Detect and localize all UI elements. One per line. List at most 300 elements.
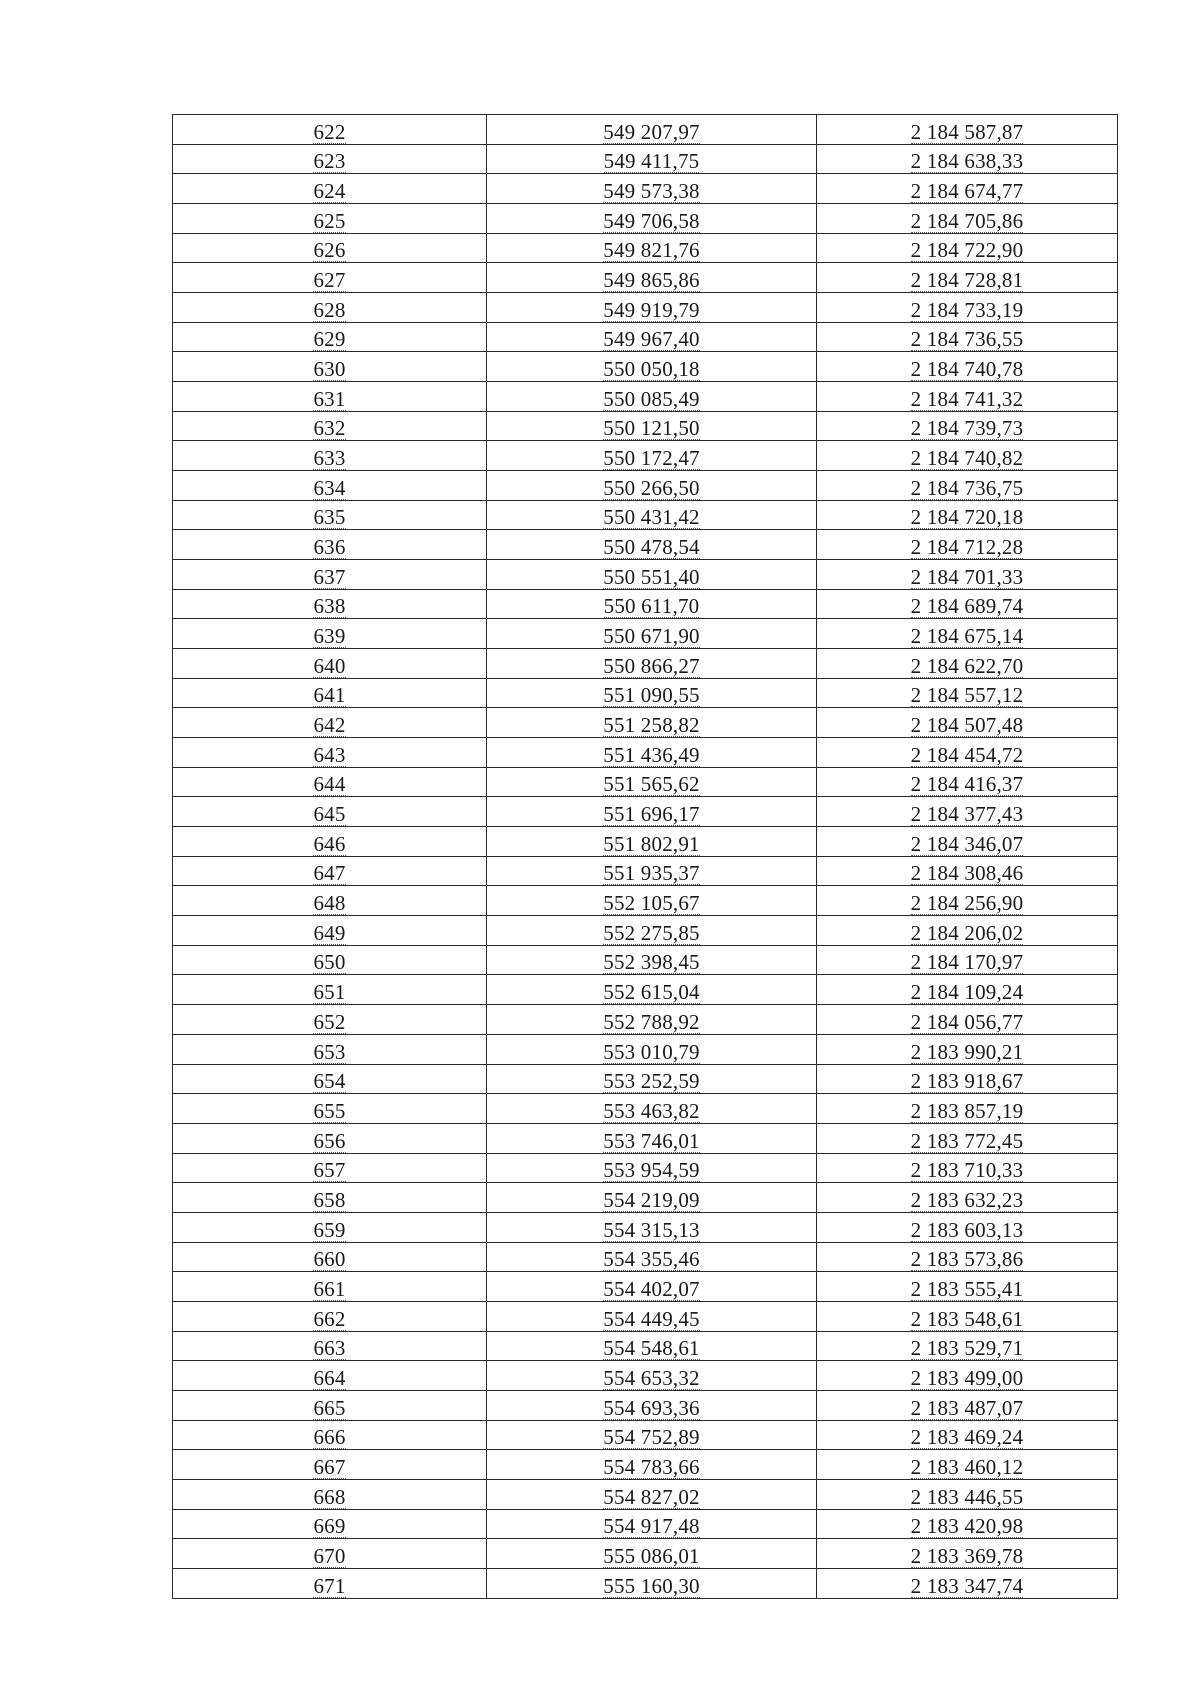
table-row: [173, 1420, 1118, 1450]
point-number-cell: [173, 1450, 487, 1480]
y-coordinate-cell: [817, 471, 1118, 501]
x-coordinate-cell: [487, 589, 817, 619]
cell-text: 553 954,59: [603, 1158, 700, 1183]
cell-text: 2 184 170,97: [910, 950, 1024, 975]
x-coordinate-cell: [487, 945, 817, 975]
cell-text: 2 184 739,73: [910, 416, 1024, 441]
cell-text: 2 183 990,21: [910, 1039, 1024, 1064]
point-number-cell: [173, 411, 487, 441]
table-row: [173, 738, 1118, 768]
x-coordinate-cell: [487, 144, 817, 174]
cell-text: 666: [313, 1425, 346, 1450]
cell-text: 550 478,54: [603, 535, 700, 560]
point-number-cell: [173, 530, 487, 560]
x-coordinate-cell: [487, 797, 817, 827]
point-number-cell: [173, 827, 487, 857]
point-number-cell: [173, 916, 487, 946]
point-number-cell: [173, 1539, 487, 1569]
point-number-cell: [173, 1390, 487, 1420]
cell-text: 669: [313, 1514, 346, 1539]
table-row: [173, 1479, 1118, 1509]
table-row: [173, 352, 1118, 382]
y-coordinate-cell: [817, 1361, 1118, 1391]
cell-text: 552 105,67: [603, 891, 700, 916]
cell-text: 2 184 377,43: [910, 802, 1024, 827]
cell-text: 652: [313, 1009, 346, 1034]
point-number-cell: [173, 1123, 487, 1153]
cell-text: 2 184 705,86: [910, 208, 1024, 233]
cell-text: 2 184 674,77: [910, 179, 1024, 204]
cell-text: 2 184 740,78: [910, 357, 1024, 382]
y-coordinate-cell: [817, 1539, 1118, 1569]
cell-text: 2 184 722,90: [910, 238, 1024, 263]
x-coordinate-cell: [487, 738, 817, 768]
cell-text: 665: [313, 1395, 346, 1420]
x-coordinate-cell: [487, 1568, 817, 1598]
cell-text: 2 183 499,00: [910, 1365, 1024, 1390]
y-coordinate-cell: [817, 678, 1118, 708]
x-coordinate-cell: [487, 530, 817, 560]
x-coordinate-cell: [487, 1005, 817, 1035]
x-coordinate-cell: [487, 649, 817, 679]
table-row: [173, 856, 1118, 886]
y-coordinate-cell: [817, 352, 1118, 382]
cell-text: 550 121,50: [603, 416, 700, 441]
point-number-cell: [173, 471, 487, 501]
cell-text: 627: [313, 268, 346, 293]
cell-text: 2 184 689,74: [910, 594, 1024, 619]
point-number-cell: [173, 1212, 487, 1242]
cell-text: 635: [313, 505, 346, 530]
cell-text: 655: [313, 1098, 346, 1123]
cell-text: 552 788,92: [603, 1009, 700, 1034]
cell-text: 2 183 772,45: [910, 1128, 1024, 1153]
cell-text: 549 821,76: [603, 238, 700, 263]
table-row: [173, 649, 1118, 679]
x-coordinate-cell: [487, 1539, 817, 1569]
cell-text: 650: [313, 950, 346, 975]
y-coordinate-cell: [817, 263, 1118, 293]
cell-text: 550 085,49: [603, 386, 700, 411]
x-coordinate-cell: [487, 1331, 817, 1361]
y-coordinate-cell: [817, 767, 1118, 797]
table-row: [173, 471, 1118, 501]
cell-text: 622: [313, 119, 346, 144]
x-coordinate-cell: [487, 886, 817, 916]
x-coordinate-cell: [487, 352, 817, 382]
table-row: [173, 1183, 1118, 1213]
table-row: [173, 441, 1118, 471]
cell-text: 663: [313, 1336, 346, 1361]
point-number-cell: [173, 619, 487, 649]
y-coordinate-cell: [817, 411, 1118, 441]
cell-text: 551 935,37: [603, 861, 700, 886]
cell-text: 554 752,89: [603, 1425, 700, 1450]
cell-text: 653: [313, 1039, 346, 1064]
y-coordinate-cell: [817, 1212, 1118, 1242]
x-coordinate-cell: [487, 1064, 817, 1094]
x-coordinate-cell: [487, 1420, 817, 1450]
cell-text: 551 802,91: [603, 831, 700, 856]
point-number-cell: [173, 649, 487, 679]
coordinates-table: [172, 114, 1118, 1599]
table-row: [173, 1153, 1118, 1183]
cell-text: 554 402,07: [603, 1276, 700, 1301]
x-coordinate-cell: [487, 1390, 817, 1420]
y-coordinate-cell: [817, 708, 1118, 738]
cell-text: 634: [313, 475, 346, 500]
point-number-cell: [173, 886, 487, 916]
table-row: [173, 945, 1118, 975]
cell-text: 2 184 720,18: [910, 505, 1024, 530]
x-coordinate-cell: [487, 1153, 817, 1183]
cell-text: 549 411,75: [603, 149, 700, 174]
y-coordinate-cell: [817, 945, 1118, 975]
cell-text: 2 184 736,55: [910, 327, 1024, 352]
table-row: [173, 767, 1118, 797]
table-row: [173, 204, 1118, 234]
table-row: [173, 500, 1118, 530]
cell-text: 554 548,61: [603, 1336, 700, 1361]
x-coordinate-cell: [487, 1094, 817, 1124]
x-coordinate-cell: [487, 916, 817, 946]
x-coordinate-cell: [487, 975, 817, 1005]
y-coordinate-cell: [817, 322, 1118, 352]
table-row: [173, 144, 1118, 174]
cell-text: 2 183 446,55: [910, 1484, 1024, 1509]
cell-text: 550 671,90: [603, 624, 700, 649]
cell-text: 643: [313, 742, 346, 767]
y-coordinate-cell: [817, 975, 1118, 1005]
cell-text: 2 184 675,14: [910, 624, 1024, 649]
table-row: [173, 293, 1118, 323]
cell-text: 550 551,40: [603, 564, 700, 589]
y-coordinate-cell: [817, 827, 1118, 857]
x-coordinate-cell: [487, 1450, 817, 1480]
cell-text: 626: [313, 238, 346, 263]
table-row: [173, 115, 1118, 145]
cell-text: 640: [313, 653, 346, 678]
cell-text: 668: [313, 1484, 346, 1509]
point-number-cell: [173, 1272, 487, 1302]
cell-text: 2 184 507,48: [910, 713, 1024, 738]
point-number-cell: [173, 1034, 487, 1064]
cell-text: 552 398,45: [603, 950, 700, 975]
table-row: [173, 530, 1118, 560]
y-coordinate-cell: [817, 382, 1118, 412]
y-coordinate-cell: [817, 619, 1118, 649]
point-number-cell: [173, 293, 487, 323]
point-number-cell: [173, 678, 487, 708]
y-coordinate-cell: [817, 1390, 1118, 1420]
coordinates-table-body: [173, 115, 1118, 1599]
cell-text: 2 183 529,71: [910, 1336, 1024, 1361]
table-row: [173, 174, 1118, 204]
cell-text: 550 050,18: [603, 357, 700, 382]
cell-text: 664: [313, 1365, 346, 1390]
x-coordinate-cell: [487, 322, 817, 352]
x-coordinate-cell: [487, 293, 817, 323]
point-number-cell: [173, 1153, 487, 1183]
cell-text: 2 184 416,37: [910, 772, 1024, 797]
y-coordinate-cell: [817, 1301, 1118, 1331]
x-coordinate-cell: [487, 1212, 817, 1242]
point-number-cell: [173, 797, 487, 827]
cell-text: 641: [313, 683, 346, 708]
cell-text: 554 355,46: [603, 1247, 700, 1272]
table-row: [173, 797, 1118, 827]
y-coordinate-cell: [817, 1509, 1118, 1539]
cell-text: 629: [313, 327, 346, 352]
cell-text: 549 573,38: [603, 179, 700, 204]
y-coordinate-cell: [817, 797, 1118, 827]
cell-text: 670: [313, 1543, 346, 1568]
cell-text: 552 615,04: [603, 980, 700, 1005]
y-coordinate-cell: [817, 233, 1118, 263]
point-number-cell: [173, 441, 487, 471]
x-coordinate-cell: [487, 1123, 817, 1153]
cell-text: 2 183 573,86: [910, 1247, 1024, 1272]
cell-text: 667: [313, 1454, 346, 1479]
y-coordinate-cell: [817, 649, 1118, 679]
cell-text: 2 184 346,07: [910, 831, 1024, 856]
cell-text: 2 184 308,46: [910, 861, 1024, 886]
cell-text: 553 252,59: [603, 1069, 700, 1094]
point-number-cell: [173, 945, 487, 975]
point-number-cell: [173, 1509, 487, 1539]
cell-text: 639: [313, 624, 346, 649]
y-coordinate-cell: [817, 115, 1118, 145]
y-coordinate-cell: [817, 530, 1118, 560]
cell-text: 552 275,85: [603, 920, 700, 945]
cell-text: 554 315,13: [603, 1217, 700, 1242]
cell-text: 644: [313, 772, 346, 797]
cell-text: 660: [313, 1247, 346, 1272]
cell-text: 553 746,01: [603, 1128, 700, 1153]
cell-text: 659: [313, 1217, 346, 1242]
table-row: [173, 975, 1118, 1005]
cell-text: 2 183 918,67: [910, 1069, 1024, 1094]
cell-text: 631: [313, 386, 346, 411]
cell-text: 549 865,86: [603, 268, 700, 293]
cell-text: 2 184 256,90: [910, 891, 1024, 916]
x-coordinate-cell: [487, 411, 817, 441]
y-coordinate-cell: [817, 856, 1118, 886]
cell-text: 551 696,17: [603, 802, 700, 827]
y-coordinate-cell: [817, 1183, 1118, 1213]
cell-text: 554 827,02: [603, 1484, 700, 1509]
y-coordinate-cell: [817, 1479, 1118, 1509]
y-coordinate-cell: [817, 144, 1118, 174]
cell-text: 636: [313, 535, 346, 560]
cell-text: 2 184 206,02: [910, 920, 1024, 945]
table-row: [173, 233, 1118, 263]
cell-text: 550 266,50: [603, 475, 700, 500]
table-row: [173, 1212, 1118, 1242]
y-coordinate-cell: [817, 1420, 1118, 1450]
cell-text: 554 653,32: [603, 1365, 700, 1390]
x-coordinate-cell: [487, 263, 817, 293]
cell-text: 630: [313, 357, 346, 382]
cell-text: 642: [313, 713, 346, 738]
table-row: [173, 1331, 1118, 1361]
cell-text: 2 183 369,78: [910, 1543, 1024, 1568]
y-coordinate-cell: [817, 1272, 1118, 1302]
y-coordinate-cell: [817, 589, 1118, 619]
table-row: [173, 1242, 1118, 1272]
y-coordinate-cell: [817, 1094, 1118, 1124]
cell-text: 2 183 632,23: [910, 1187, 1024, 1212]
x-coordinate-cell: [487, 115, 817, 145]
y-coordinate-cell: [817, 1242, 1118, 1272]
cell-text: 2 183 603,13: [910, 1217, 1024, 1242]
x-coordinate-cell: [487, 382, 817, 412]
cell-text: 554 917,48: [603, 1514, 700, 1539]
cell-text: 2 184 740,82: [910, 446, 1024, 471]
y-coordinate-cell: [817, 1123, 1118, 1153]
table-row: [173, 1005, 1118, 1035]
x-coordinate-cell: [487, 856, 817, 886]
cell-text: 554 783,66: [603, 1454, 700, 1479]
cell-text: 2 184 622,70: [910, 653, 1024, 678]
x-coordinate-cell: [487, 1183, 817, 1213]
point-number-cell: [173, 1331, 487, 1361]
y-coordinate-cell: [817, 204, 1118, 234]
y-coordinate-cell: [817, 886, 1118, 916]
point-number-cell: [173, 560, 487, 590]
point-number-cell: [173, 1479, 487, 1509]
cell-text: 628: [313, 297, 346, 322]
cell-text: 661: [313, 1276, 346, 1301]
y-coordinate-cell: [817, 560, 1118, 590]
point-number-cell: [173, 174, 487, 204]
cell-text: 658: [313, 1187, 346, 1212]
y-coordinate-cell: [817, 738, 1118, 768]
y-coordinate-cell: [817, 916, 1118, 946]
x-coordinate-cell: [487, 1361, 817, 1391]
y-coordinate-cell: [817, 1034, 1118, 1064]
table-row: [173, 1034, 1118, 1064]
point-number-cell: [173, 263, 487, 293]
point-number-cell: [173, 1361, 487, 1391]
cell-text: 646: [313, 831, 346, 856]
table-row: [173, 1272, 1118, 1302]
point-number-cell: [173, 1094, 487, 1124]
table-row: [173, 589, 1118, 619]
cell-text: 651: [313, 980, 346, 1005]
cell-text: 2 183 710,33: [910, 1158, 1024, 1183]
y-coordinate-cell: [817, 1064, 1118, 1094]
table-row: [173, 827, 1118, 857]
cell-text: 657: [313, 1158, 346, 1183]
table-row: [173, 1064, 1118, 1094]
point-number-cell: [173, 1242, 487, 1272]
y-coordinate-cell: [817, 500, 1118, 530]
cell-text: 2 184 587,87: [910, 119, 1024, 144]
table-row: [173, 1568, 1118, 1598]
point-number-cell: [173, 975, 487, 1005]
point-number-cell: [173, 1005, 487, 1035]
x-coordinate-cell: [487, 204, 817, 234]
cell-text: 637: [313, 564, 346, 589]
cell-text: 2 184 733,19: [910, 297, 1024, 322]
x-coordinate-cell: [487, 619, 817, 649]
x-coordinate-cell: [487, 1301, 817, 1331]
table-row: [173, 1301, 1118, 1331]
cell-text: 555 160,30: [603, 1573, 700, 1598]
y-coordinate-cell: [817, 1153, 1118, 1183]
cell-text: 551 090,55: [603, 683, 700, 708]
cell-text: 671: [313, 1573, 346, 1598]
table-row: [173, 678, 1118, 708]
cell-text: 647: [313, 861, 346, 886]
point-number-cell: [173, 767, 487, 797]
point-number-cell: [173, 233, 487, 263]
point-number-cell: [173, 115, 487, 145]
point-number-cell: [173, 1183, 487, 1213]
cell-text: 649: [313, 920, 346, 945]
cell-text: 648: [313, 891, 346, 916]
cell-text: 550 611,70: [603, 594, 700, 619]
cell-text: 2 184 454,72: [910, 742, 1024, 767]
cell-text: 550 431,42: [603, 505, 700, 530]
point-number-cell: [173, 708, 487, 738]
x-coordinate-cell: [487, 471, 817, 501]
cell-text: 551 436,49: [603, 742, 700, 767]
table-row: [173, 263, 1118, 293]
cell-text: 624: [313, 179, 346, 204]
cell-text: 662: [313, 1306, 346, 1331]
cell-text: 551 258,82: [603, 713, 700, 738]
cell-text: 632: [313, 416, 346, 441]
cell-text: 2 184 701,33: [910, 564, 1024, 589]
x-coordinate-cell: [487, 767, 817, 797]
cell-text: 623: [313, 149, 346, 174]
point-number-cell: [173, 144, 487, 174]
cell-text: 554 449,45: [603, 1306, 700, 1331]
cell-text: 2 184 109,24: [910, 980, 1024, 1005]
x-coordinate-cell: [487, 174, 817, 204]
y-coordinate-cell: [817, 293, 1118, 323]
table-row: [173, 1361, 1118, 1391]
y-coordinate-cell: [817, 1331, 1118, 1361]
x-coordinate-cell: [487, 1034, 817, 1064]
cell-text: 2 183 460,12: [910, 1454, 1024, 1479]
table-row: [173, 886, 1118, 916]
point-number-cell: [173, 589, 487, 619]
point-number-cell: [173, 856, 487, 886]
x-coordinate-cell: [487, 1242, 817, 1272]
x-coordinate-cell: [487, 1509, 817, 1539]
cell-text: 554 693,36: [603, 1395, 700, 1420]
cell-text: 2 184 741,32: [910, 386, 1024, 411]
point-number-cell: [173, 500, 487, 530]
cell-text: 553 010,79: [603, 1039, 700, 1064]
table-row: [173, 1539, 1118, 1569]
cell-text: 550 866,27: [603, 653, 700, 678]
x-coordinate-cell: [487, 827, 817, 857]
cell-text: 2 183 487,07: [910, 1395, 1024, 1420]
cell-text: 2 184 056,77: [910, 1009, 1024, 1034]
x-coordinate-cell: [487, 708, 817, 738]
cell-text: 549 706,58: [603, 208, 700, 233]
y-coordinate-cell: [817, 441, 1118, 471]
table-row: [173, 708, 1118, 738]
x-coordinate-cell: [487, 560, 817, 590]
cell-text: 2 183 555,41: [910, 1276, 1024, 1301]
x-coordinate-cell: [487, 1479, 817, 1509]
cell-text: 549 967,40: [603, 327, 700, 352]
